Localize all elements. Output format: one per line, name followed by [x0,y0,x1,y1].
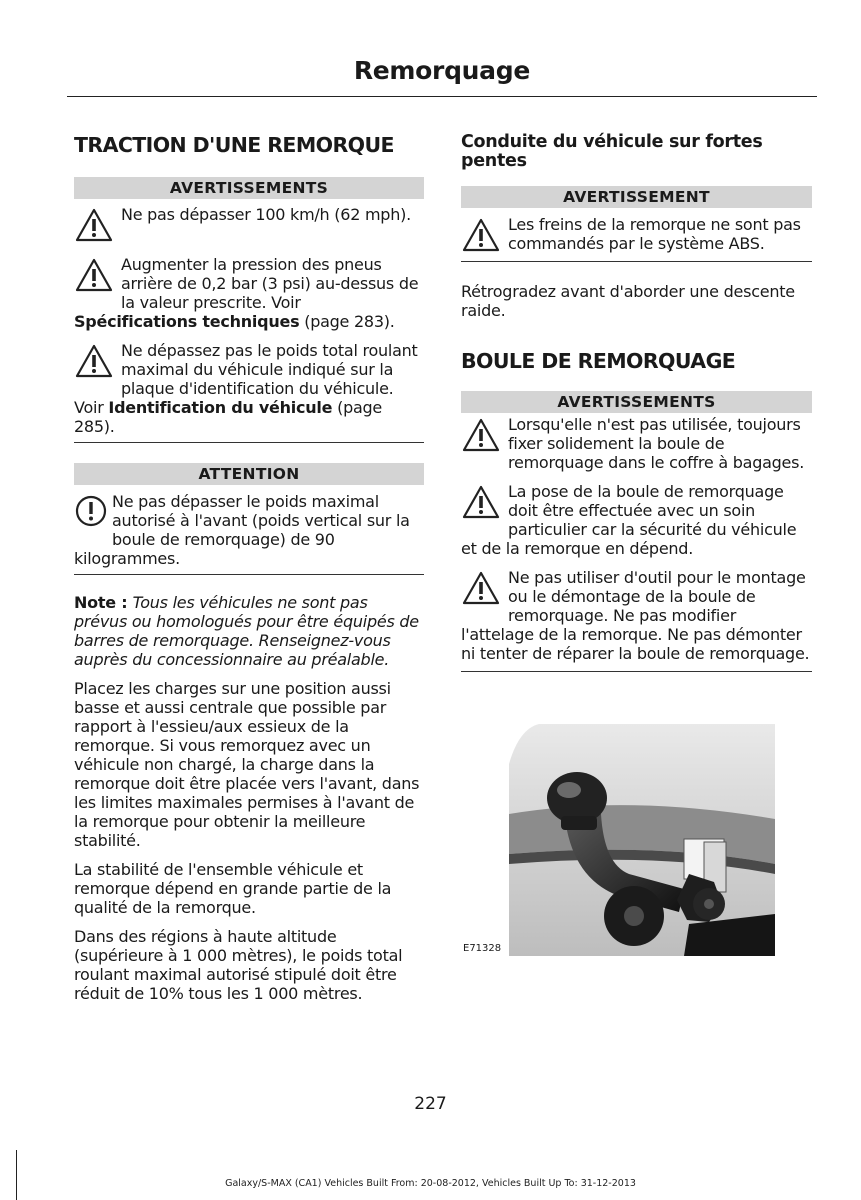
figure-label: E71328 [463,943,502,954]
warning-tow-ball-tools [461,568,812,663]
tow-ball-illustration [509,724,775,956]
warning-weight-page: (page 285). [74,398,383,436]
warning-tow-ball-tools-text: Ne pas utiliser d'outil pour le montage ou le démontage de la boule de remorquage. Ne pas modifier l'attelage de la remorque. Ne pas démonter ni tenter de réparer la boule de remorquage. [461,568,810,663]
attention-text: Ne pas dépasser le poids maximal autorisé à l'avant (poids vertical sur la boule de remorquage) de 90 kilogrammes. [74,492,410,568]
note [74,593,424,669]
warning-abs-text: Les freins de la remorque ne sont pas commandés par le système ABS. [508,215,801,253]
warning-tyre-page: (page 283). [299,312,395,331]
warning-tyre-text: Augmenter la pression des pneus arrière de 0,2 bar (3 psi) au-dessus de la valeur prescrite. Voir [121,255,419,312]
note-label: Note : [74,593,133,612]
attention-end-divider [74,574,424,575]
warning-gross-weight [74,341,424,436]
warning-tyre-pressure [74,255,424,331]
attention-heading: ATTENTION [74,463,424,485]
crop-mark [16,1150,17,1200]
warning-weight-text: Ne dépassez pas le poids total roulant maximal du véhicule indiqué sur la plaque d'identification du véhicule. Voir [74,341,418,417]
warning-tow-ball-storage-text: Lorsqu'elle n'est pas utilisée, toujours fixer solidement la boule de remorquage dans le coffre à bagages. [508,415,805,472]
section-title-tow-ball: BOULE DE REMORQUAGE [461,349,736,373]
paragraph-stability: La stabilité de l'ensemble véhicule et remorque dépend en grande partie de la qualité de la remorque. [74,860,392,917]
link-technical-specs[interactable]: Spécifications techniques [74,312,300,331]
page-number: 227 [414,1094,447,1114]
warning-tow-ball-storage [461,415,812,472]
footer: Galaxy/S-MAX (CA1) Vehicles Built From: 20-08-2012, Vehicles Built Up To: 31-12-2013 [225,1178,636,1189]
warning-speed [74,205,424,247]
warning-tow-ball-fitting-text: La pose de la boule de remorquage doit être effectuée avec un soin particulier car la sécurité du véhicule et de la remorque en dépend. [461,482,797,558]
warning-abs [461,215,812,257]
warning-speed-text: Ne pas dépasser 100 km/h (62 mph). [121,205,411,224]
warning-abs-divider [461,261,812,262]
warning-triangle-icon [74,207,119,247]
left-column [74,133,424,1003]
paragraph-altitude: Dans des régions à haute altitude (supérieure à 1 000 mètres), le poids total roulant maximal autorisé stipulé doit être réduit de 10% tous les 1 000 mètres. [74,927,403,1003]
right-column [461,133,812,672]
warning-triangle-icon [461,417,506,457]
warnings-tow-ball-divider [461,671,812,672]
warning-triangle-icon [461,217,506,257]
page-title: Remorquage [353,56,530,85]
link-vehicle-identification[interactable]: Identification du véhicule [108,398,333,417]
paragraph-downshift: Rétrogradez avant d'aborder une descente raide. [461,282,795,320]
header-divider [67,96,817,97]
warning-triangle-icon [74,257,119,297]
paragraph-load-placement: Placez les charges sur une position aussi basse et aussi centrale que possible par rapport à l'essieu/aux essieux de la remorque. Si vous remorquez avec un véhicule non chargé, la charge dans la remorque doit être placée vers l'avant, dans les limites maximales permises à l'avant de la remorque pour obtenir la meilleure stabilité. [74,679,420,850]
warning-triangle-icon [74,343,119,383]
warning-heading: AVERTISSEMENT [461,186,812,208]
attention-circle-icon [74,494,110,534]
section-title-traction: TRACTION D'UNE REMORQUE [74,133,394,157]
note-text: Tous les véhicules ne sont pas prévus ou homologués pour être équipés de barres de remorquage. Renseignez-vous auprès du concessionnaire au préalable. [74,593,419,669]
warnings-heading-tow-ball: AVERTISSEMENTS [461,391,812,413]
section-title-steep-slopes: Conduite du véhicule sur fortes pentes [461,132,763,171]
warnings-heading: AVERTISSEMENTS [74,177,424,199]
warning-triangle-icon [461,484,506,524]
warning-triangle-icon [461,570,506,610]
attention-front-weight [74,492,424,568]
warning-tow-ball-fitting [461,482,812,558]
